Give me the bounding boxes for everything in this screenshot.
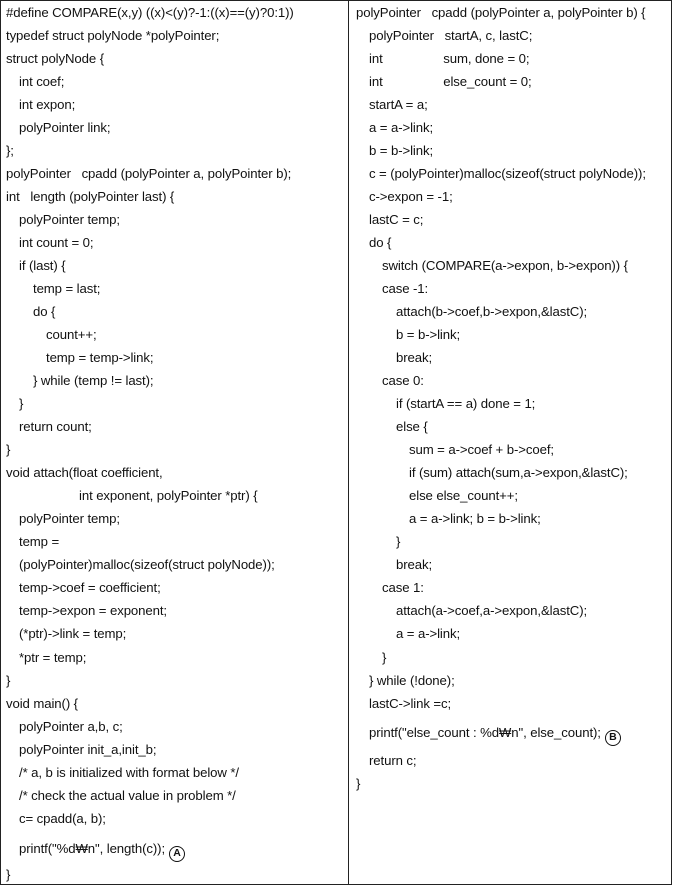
code-line: return count;: [19, 419, 92, 434]
code-line: if (last) {: [19, 258, 66, 273]
code-line: case 1:: [382, 580, 424, 595]
code-line: case 0:: [382, 373, 424, 388]
code-line: polyPointer temp;: [19, 511, 120, 526]
code-line: polyPointer init_a,init_b;: [19, 742, 157, 757]
code-line: polyPointer cpadd (polyPointer a, polyPointer b);: [6, 166, 292, 181]
code-line: lastC->link =c;: [369, 696, 452, 711]
code-line: }: [6, 867, 11, 882]
code-line: int expon;: [19, 97, 76, 112]
code-line: #define COMPARE(x,y) ((x)<(y)?-1:((x)==(y)?0:1)): [6, 5, 294, 20]
code-line: a = a->link;: [396, 626, 461, 641]
code-line: int count = 0;: [19, 235, 94, 250]
code-line: int coef;: [19, 74, 65, 89]
code-line: }: [396, 534, 401, 549]
code-line: }: [6, 442, 11, 457]
code-line: /* check the actual value in problem */: [19, 788, 236, 803]
code-line: void attach(float coefficient,: [6, 465, 163, 480]
code-line: sum = a->coef + b->coef;: [409, 442, 554, 457]
code-line: temp->expon = exponent;: [19, 603, 167, 618]
code-line: return c;: [369, 753, 417, 768]
code-line: }: [6, 673, 11, 688]
code-line: c->expon = -1;: [369, 189, 453, 204]
code-line: int exponent, polyPointer *ptr) {: [79, 488, 258, 503]
code-line: lastC = c;: [369, 212, 424, 227]
code-line: case -1:: [382, 281, 429, 296]
code-line: int length (polyPointer last) {: [6, 189, 175, 204]
code-line: startA = a;: [369, 97, 428, 112]
code-line: }: [382, 650, 387, 665]
code-line: a = a->link;: [369, 120, 434, 135]
code-line: attach(b->coef,b->expon,&lastC);: [396, 304, 588, 319]
code-line: polyPointer a,b, c;: [19, 719, 123, 734]
code-line: b = b->link;: [396, 327, 461, 342]
code-line: polyPointer startA, c, lastC;: [369, 28, 533, 43]
code-line: /* a, b is initialized with format below */: [19, 765, 239, 780]
code-line: typedef struct polyNode *polyPointer;: [6, 28, 220, 43]
code-line: temp = last;: [33, 281, 101, 296]
code-line: } while (!done);: [369, 673, 455, 688]
code-line: temp->coef = coefficient;: [19, 580, 161, 595]
code-line: if (startA == a) done = 1;: [396, 396, 536, 411]
code-line: else else_count++;: [409, 488, 518, 503]
right-code-column: [349, 1, 671, 884]
code-line: if (sum) attach(sum,a->expon,&lastC);: [409, 465, 628, 480]
printf-length-line: [19, 841, 185, 862]
code-line: polyPointer temp;: [19, 212, 120, 227]
marker-a-circle: A: [169, 846, 185, 862]
code-text: printf("%d₩n", length(c));: [19, 841, 166, 856]
code-line: do {: [369, 235, 392, 250]
code-line: c = (polyPointer)malloc(sizeof(struct polyNode));: [369, 166, 646, 181]
code-line: temp = temp->link;: [46, 350, 154, 365]
code-line: do {: [33, 304, 56, 319]
code-line: else {: [396, 419, 428, 434]
code-line: a = a->link; b = b->link;: [409, 511, 541, 526]
code-line: int sum, done = 0;: [369, 51, 530, 66]
code-line: }: [356, 776, 361, 791]
code-line: (polyPointer)malloc(sizeof(struct polyNode));: [19, 557, 275, 572]
left-code-column: [1, 1, 349, 884]
code-text: printf("else_count : %d₩n", else_count);: [369, 725, 601, 740]
code-line: *ptr = temp;: [19, 650, 87, 665]
marker-b-circle: B: [605, 730, 621, 746]
code-line: polyPointer link;: [19, 120, 111, 135]
code-line: struct polyNode {: [6, 51, 104, 66]
code-line: (*ptr)->link = temp;: [19, 626, 127, 641]
code-line: count++;: [46, 327, 97, 342]
printf-else-count-line: [369, 725, 621, 746]
code-line: void main() {: [6, 696, 78, 711]
code-line: break;: [396, 350, 433, 365]
code-line: c= cpadd(a, b);: [19, 811, 106, 826]
code-line: } while (temp != last);: [33, 373, 154, 388]
code-line: switch (COMPARE(a->expon, b->expon)) {: [382, 258, 628, 273]
code-line: }: [19, 396, 24, 411]
code-line: temp =: [19, 534, 60, 549]
code-line: int else_count = 0;: [369, 74, 532, 89]
code-line: attach(a->coef,a->expon,&lastC);: [396, 603, 588, 618]
code-line: break;: [396, 557, 433, 572]
code-line: polyPointer cpadd (polyPointer a, polyPointer b) {: [356, 5, 646, 20]
code-line: b = b->link;: [369, 143, 434, 158]
code-line: };: [6, 143, 14, 158]
